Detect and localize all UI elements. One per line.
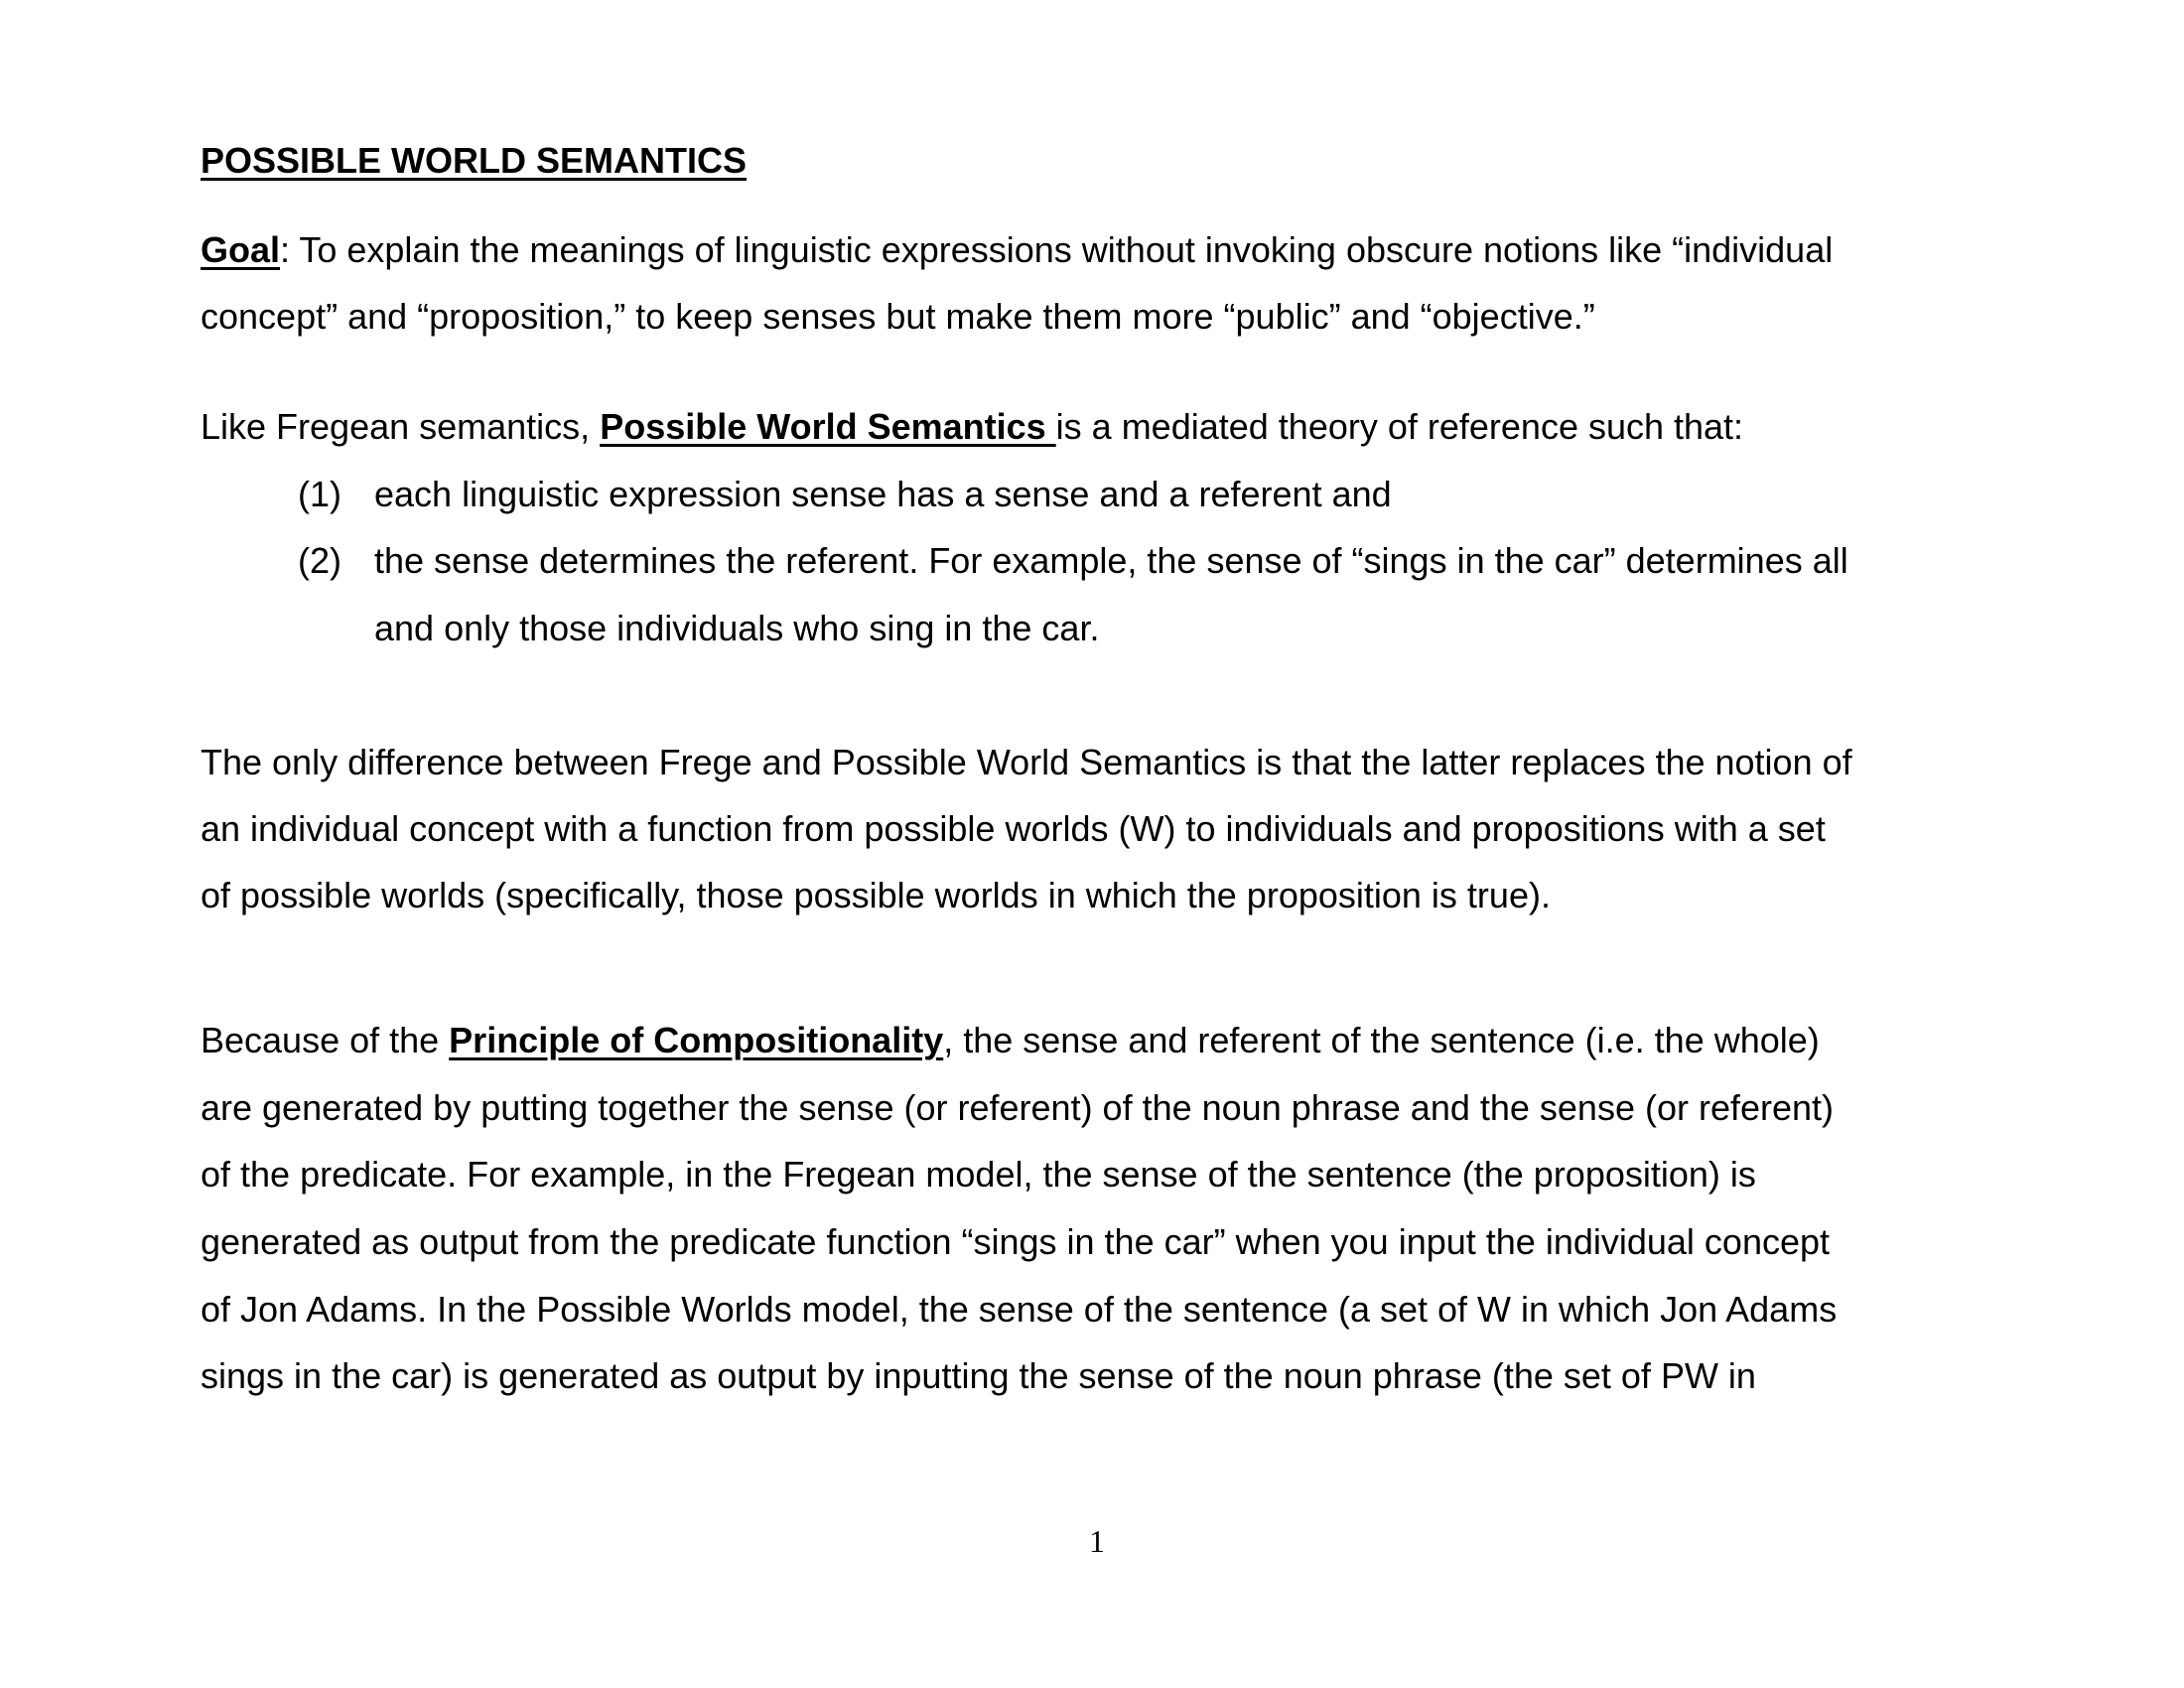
list-item-1-line-1: each linguistic expression sense has a sense and a referent and — [374, 474, 1392, 514]
compositionality-line-2: are generated by putting together the sense (or referent) of the noun phrase and the sense (or referent) — [201, 1087, 1835, 1128]
goal-line-2: concept” and “proposition,” to keep senses but make them more “public” and “objective.” — [201, 296, 1595, 337]
goal-line-1 — [201, 228, 1833, 272]
difference-line-3: of possible worlds (specifically, those possible worlds in which the proposition is true). — [201, 875, 1551, 915]
compositionality-line-4: generated as output from the predicate function “sings in the car” when you input the individual concept — [201, 1221, 1831, 1262]
possible-world-semantics-term: Possible World Semantics — [600, 406, 1056, 447]
goal-label: Goal — [201, 229, 281, 270]
list-number-1: (1) — [298, 474, 341, 514]
page-title: POSSIBLE WORLD SEMANTICS — [201, 140, 748, 181]
compositionality-before: Because of the — [201, 1020, 450, 1060]
list-item-2-line-2: and only those individuals who sing in the car. — [374, 608, 1100, 648]
difference-line-2: an individual concept with a function from possible worlds (W) to individuals and propositions with a set — [201, 808, 1826, 849]
difference-line-1: The only difference between Frege and Possible World Semantics is that the latter replaces the notion of — [201, 742, 1852, 782]
list-item-2-line-1: the sense determines the referent. For example, the sense of “sings in the car” determines all — [374, 540, 1848, 581]
compositionality-line-1 — [201, 1019, 1820, 1062]
compositionality-line-3: of the predicate. For example, in the Fregean model, the sense of the sentence (the proposition) is — [201, 1154, 1756, 1195]
list-number-2: (2) — [298, 540, 341, 581]
compositionality-line-6: sings in the car) is generated as output by inputting the sense of the noun phrase (the set of PW in — [201, 1355, 1756, 1396]
intro-line — [201, 405, 1743, 449]
intro-before: Like Fregean semantics, — [201, 406, 601, 447]
compositionality-after: , the sense and referent of the sentence (i.e. the whole) — [943, 1020, 1820, 1060]
page-number: 1 — [1089, 1523, 1105, 1559]
principle-of-compositionality-term: Principle of Compositionality — [449, 1020, 944, 1060]
goal-text-1: : To explain the meanings of linguistic expressions without invoking obscure notions like “individual — [280, 229, 1834, 270]
intro-after: is a mediated theory of reference such that: — [1055, 406, 1744, 447]
compositionality-line-5: of Jon Adams. In the Possible Worlds model, the sense of the sentence (a set of W in which Jon Adams — [201, 1289, 1838, 1330]
